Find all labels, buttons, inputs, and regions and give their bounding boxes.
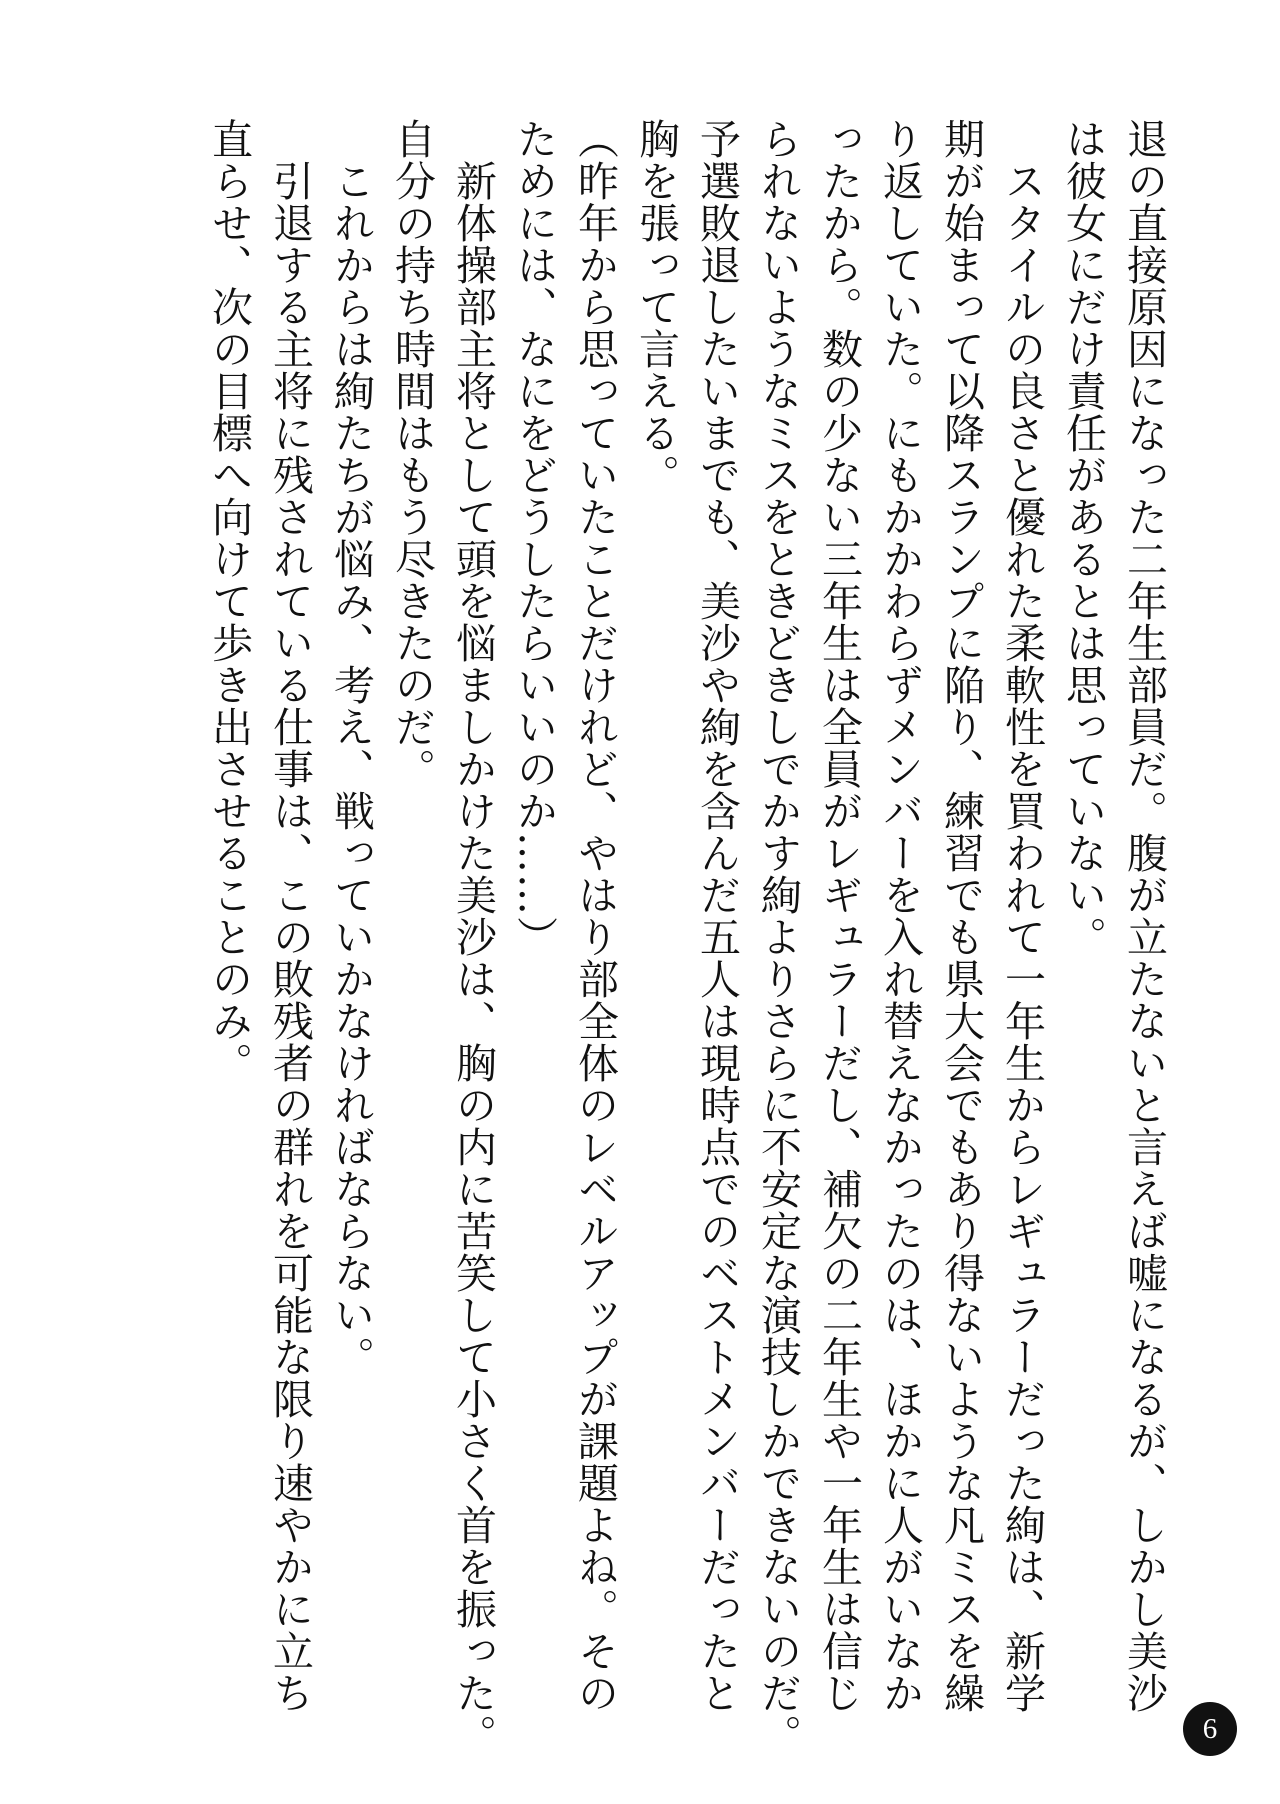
text-line: は彼女にだけ責任があるとは思っていない。: [1059, 118, 1107, 958]
text-line: ためには、なにをどうしたらいいのか……）: [510, 118, 558, 958]
text-line: 新体操部主将として頭を悩ましかけた美沙は、胸の内に苦笑して小さく首を振った。: [449, 118, 497, 1756]
text-line: ったから。数の少ない三年生は全員がレギュラーだし、補欠の二年生や一年生は信じ: [815, 118, 863, 1714]
text-line: 期が始まって以降スランプに陥り、練習でも県大会でもあり得ないような凡ミスを繰: [937, 118, 985, 1714]
text-line: 胸を張って言える。: [632, 118, 680, 496]
page-number: 6: [1183, 1702, 1237, 1756]
text-line: （昨年から思っていたことだけれど、やはり部全体のレベルアップが課題よね。その: [571, 118, 619, 1714]
text-line: 直らせ、次の目標へ向けて歩き出させることのみ。: [205, 118, 253, 1084]
body-text: [198, 118, 1174, 1756]
text-line: 退の直接原因になった二年生部員だ。腹が立たないと言えば嘘になるが、しかし美沙: [1120, 118, 1168, 1714]
text-line: 自分の持ち時間はもう尽きたのだ。: [388, 118, 436, 790]
text-line: これからは絢たちが悩み、考え、戦っていかなければならない。: [327, 118, 375, 1378]
text-line: 予選敗退したいまでも、美沙や絢を含んだ五人は現時点でのベストメンバーだったと: [693, 118, 741, 1714]
text-line: られないようなミスをときどきしでかす絢よりさらに不安定な演技しかできないのだ。: [754, 118, 802, 1756]
text-line: スタイルの良さと優れた柔軟性を買われて一年生からレギュラーだった絢は、新学: [998, 118, 1046, 1714]
text-line: り返していた。にもかかわらずメンバーを入れ替えなかったのは、ほかに人がいなか: [876, 118, 924, 1714]
text-line: 引退する主将に残されている仕事は、この敗残者の群れを可能な限り速やかに立ち: [266, 118, 314, 1714]
